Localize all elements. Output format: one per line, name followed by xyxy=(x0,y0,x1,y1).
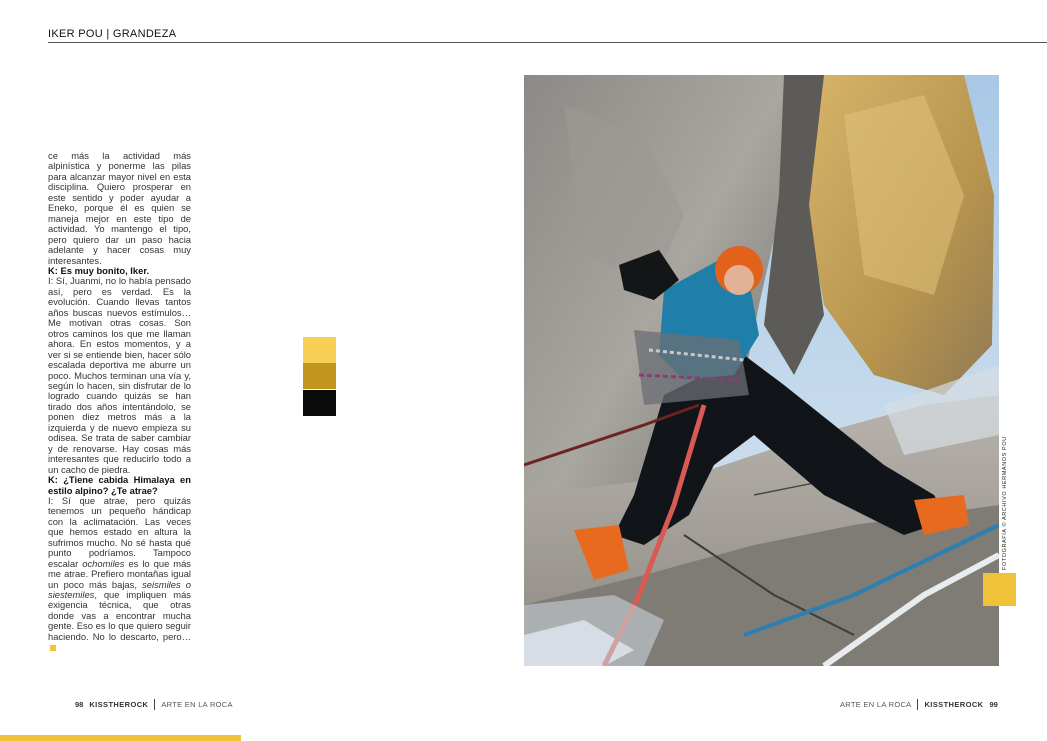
article-paragraph: ce más la actividad más alpinística y ponerme las pilas para alcanzar mayor nivel en esta disciplina. Quiero prosperar en este sentido y poder ayudar a Eneko, porque él es quien se maneja mejor en este tipo de actividad. Yo mantengo el tipo, pero quiero dar un paso hacia adelante y hacer cosas muy interesantes. xyxy=(48,150,191,266)
magazine-brand: KISSTHEROCK xyxy=(89,700,149,709)
section-name: ARTE EN LA ROCA xyxy=(161,700,233,709)
end-of-article-mark xyxy=(50,645,56,651)
article-paragraph: I: Sí, Juanmi, no lo había pensado así, pero es verdad. Es la evolución. Cuando llevas tantos años buscas nuevos estímulos… Me motivan otras cosas. Son otros caminos los que me llaman ahora. En estos momentos, y a ver si se entiende bien, hacer sólo escalada deportiva me aburre un poco. Muchos terminan una vía y, según lo hacen, sin disfrutar de lo logrado cuando quizás se han tirado dos años intentándolo, se ponen diez metros más a la izquierda y de nuevo empieza su odisea. Se trata de saber cambiar y de renovarse. Hay cosas más interesantes que reducirlo todo a un cacho de piedra. xyxy=(48,275,191,475)
header-rule xyxy=(48,42,1047,43)
interview-question: K: Es muy bonito, Iker. xyxy=(48,264,150,276)
color-swatch-light-yellow xyxy=(303,337,336,363)
italic-term: seismiles o siestemiles xyxy=(48,578,192,601)
footer-separator xyxy=(917,699,918,710)
photo-credit: FOTOGRAFÍA © ARCHIVO HERMANOS POU xyxy=(1002,436,1008,570)
answer-text: I: Sí que atrae, pero quizás tenemos un pequeño hándicap con la aclimatación. Las veces que hemos estado en altura la sufrimos mucho. No sé hasta qué punto podríamos. Tampoco escalar xyxy=(48,494,191,569)
photo-credit-box xyxy=(983,573,1016,606)
article-column xyxy=(48,151,191,653)
magazine-brand: KISSTHEROCK xyxy=(924,700,984,709)
color-swatch-black xyxy=(303,390,336,416)
climber-photo-illustration xyxy=(524,75,999,666)
answer-text: , que impliquen más exigencia técnica, que otras donde vas a encontrar mucha gente. Eso es lo que quiero seguir haciendo. No lo descarto, pero… xyxy=(48,589,191,642)
article-paragraph-final xyxy=(48,496,191,653)
accent-bar xyxy=(0,735,241,741)
page-number: 99 xyxy=(989,700,998,709)
climber-photo xyxy=(524,75,999,666)
answer-text: es lo que más me atrae. Prefiero montañas igual un poco más bajas, xyxy=(48,557,191,590)
footer-left xyxy=(75,699,233,710)
page-number: 98 xyxy=(75,700,84,709)
section-name: ARTE EN LA ROCA xyxy=(840,700,912,709)
footer-right xyxy=(840,699,998,710)
italic-term: ochomiles xyxy=(82,557,125,569)
interview-question: K: ¿Tiene cabida Himalaya en estilo alpino? ¿Te atrae? xyxy=(48,474,191,496)
running-header: IKER POU | GRANDEZA xyxy=(48,28,177,40)
color-swatch-ochre xyxy=(303,363,336,389)
footer-separator xyxy=(154,699,155,710)
